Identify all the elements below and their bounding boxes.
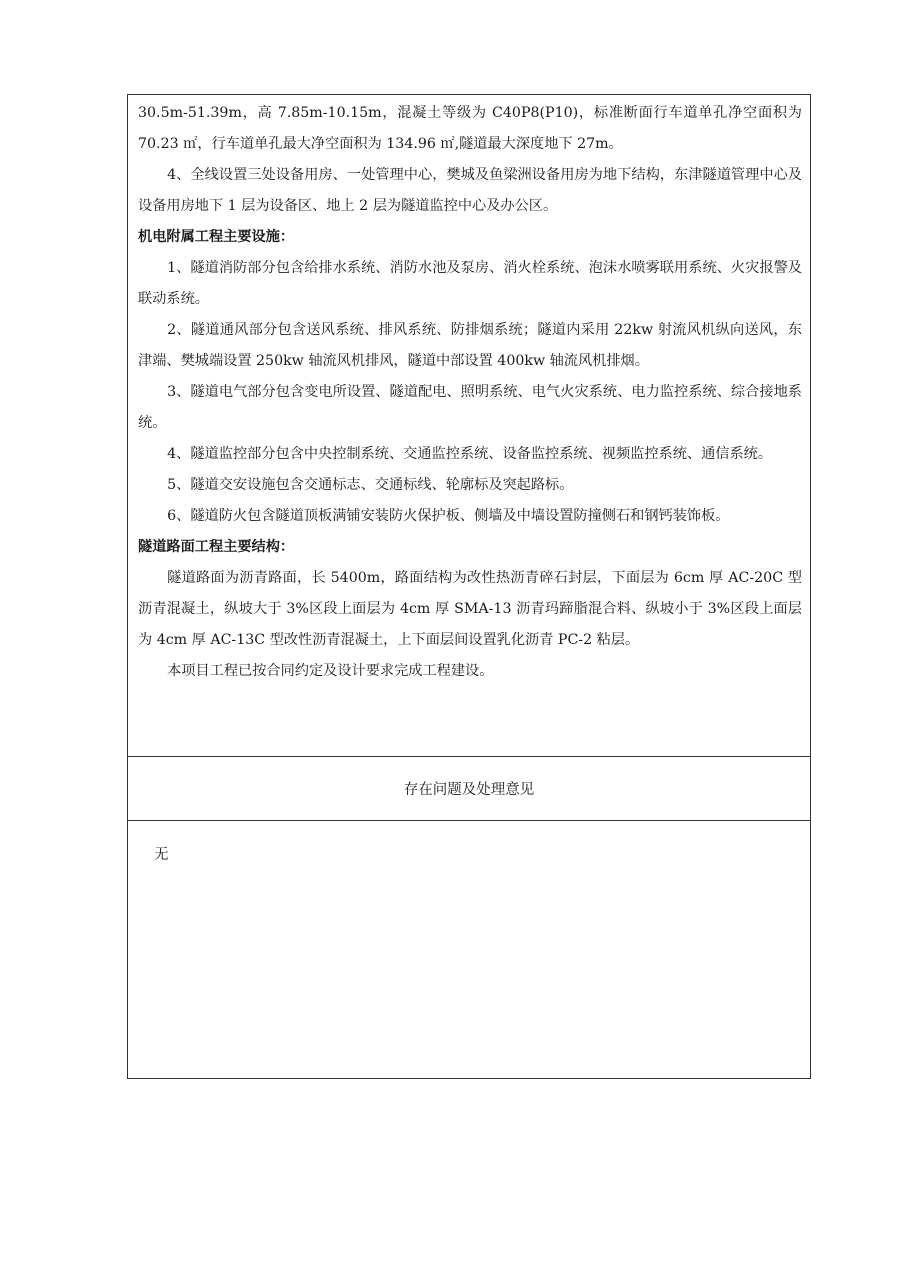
paragraph-equipment-rooms: 4、全线设置三处设备用房、一处管理中心，樊城及鱼梁洲设备用房为地下结构，东津隧道管理中心及设备用房地下 1 层为设备区、地上 2 层为隧道监控中心及办公区。: [138, 167, 802, 214]
issues-section-content: [128, 821, 810, 1080]
paragraph-fireproofing: 6、隧道防火包含隧道顶板满铺安装防火保护板、侧墙及中墙设置防撞侧石和钢钙装饰板。: [167, 508, 730, 524]
paragraph-electrical: 3、隧道电气部分包含变电所设置、隧道配电、照明系统、电气火灾系统、电力监控系统、综合接地系统。: [138, 384, 802, 431]
project-description-section: [128, 95, 810, 757]
paragraph-ventilation: 2、隧道通风部分包含送风系统、排风系统、防排烟系统；隧道内采用 22kw 射流风机纵向送风，东津端、樊城端设置 250kw 轴流风机排风，隧道中部设置 400kw 轴流风机排烟。: [138, 322, 802, 369]
report-table: [127, 94, 811, 1079]
paragraph-fire-protection: 1、隧道消防部分包含给排水系统、消防水池及泵房、消火栓系统、泡沫水喷雾联用系统、火灾报警及联动系统。: [138, 260, 802, 307]
issues-title-text: 存在问题及处理意见: [403, 782, 535, 798]
issues-content-text: 无: [154, 847, 169, 863]
paragraph-tunnel-dimensions: 30.5m-51.39m，高 7.85m-10.15m，混凝土等级为 C40P8(P10)，标准断面行车道单孔净空面积为 70.23 ㎡，行车道单孔最大净空面积为 134.96 ㎡,隧道最大深度地下 27m。: [138, 105, 802, 152]
paragraph-completion: 本项目工程已按合同约定及设计要求完成工程建设。: [167, 663, 494, 679]
heading-mep-facilities: 机电附属工程主要设施：: [138, 229, 295, 245]
heading-pavement-structure: 隧道路面工程主要结构：: [138, 539, 295, 555]
paragraph-pavement: 隧道路面为沥青路面，长 5400m，路面结构为改性热沥青碎石封层，下面层为 6cm 厚 AC-20C 型沥青混凝土，纵坡大于 3%区段上面层为 4cm 厚 SMA-13 沥青玛蹄脂混合料、纵坡小于 3%区段上面层为 4cm 厚 AC-13C 型改性沥青混凝土，上下面层间设置乳化沥青 PC-2 粘层。: [138, 570, 802, 648]
paragraph-traffic-safety: 5、隧道交安设施包含交通标志、交通标线、轮廓标及突起路标。: [167, 477, 574, 493]
issues-section-title: [128, 757, 810, 821]
paragraph-monitoring: 4、隧道监控部分包含中央控制系统、交通监控系统、设备监控系统、视频监控系统、通信系统。: [167, 446, 773, 462]
